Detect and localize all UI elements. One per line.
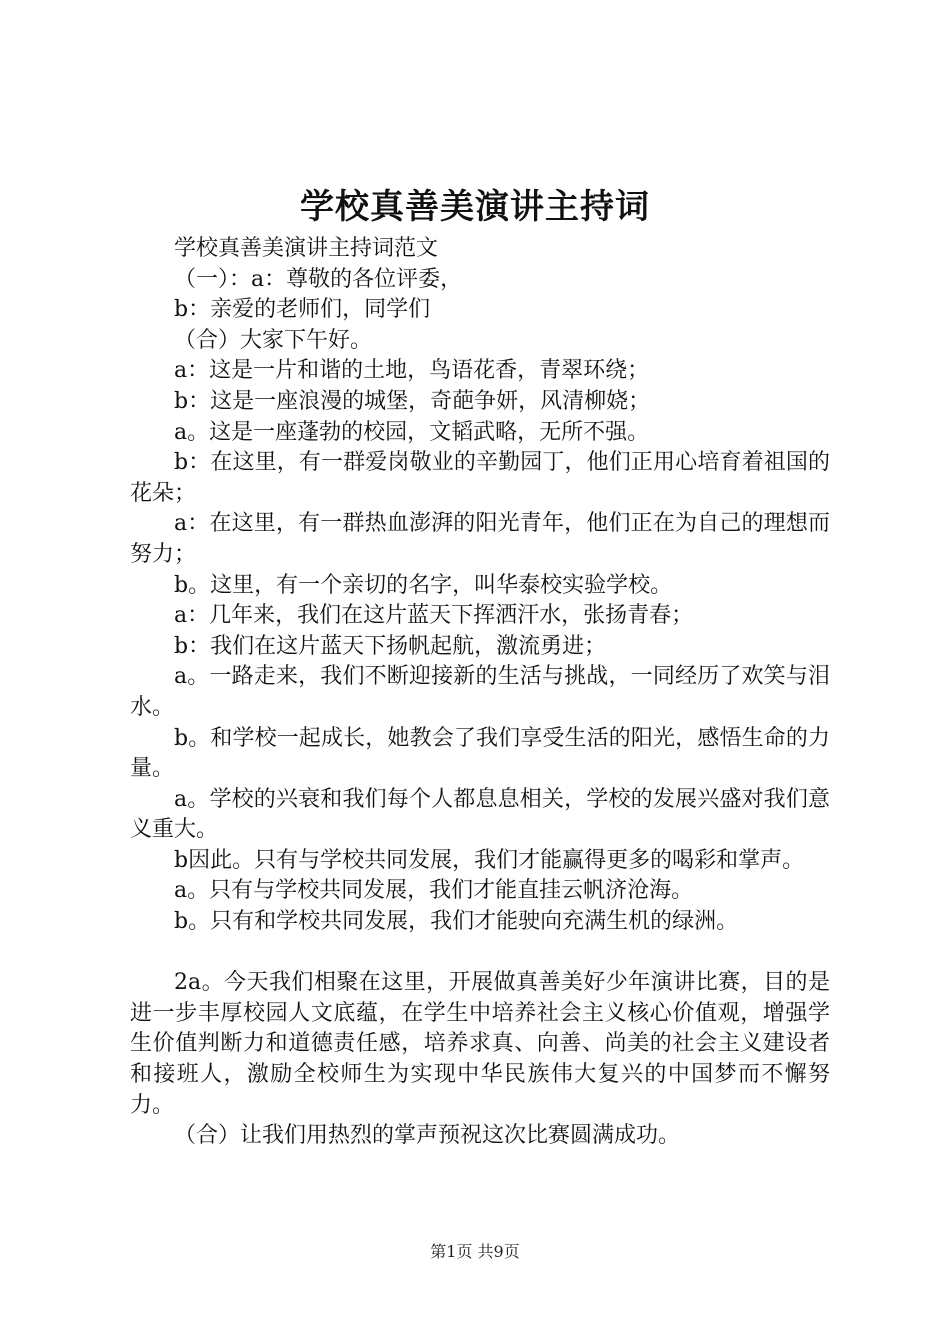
paragraph: （一）：a：尊敬的各位评委， <box>174 266 463 292</box>
paragraph: （合）让我们用热烈的掌声预祝这次比赛圆满成功。 <box>174 1123 681 1149</box>
page-footer: 第1页 共9页 <box>430 1242 520 1261</box>
paragraph: b。和学校一起成长，她教会了我们享受生活的阳光，感悟生命的力量。 <box>130 725 830 782</box>
paragraph: a：在这里，有一群热血澎湃的阳光青年，他们正在为自己的理想而努力； <box>130 511 830 567</box>
paragraph: b：在这里，有一群爱岗敬业的辛勤园丁，他们正用心培育着祖国的花朵； <box>130 450 830 506</box>
paragraph: b因此。只有与学校共同发展，我们才能赢得更多的喝彩和掌声。 <box>174 847 805 873</box>
paragraph: a：几年来，我们在这片蓝天下挥洒汗水，张扬青春； <box>174 603 694 629</box>
paragraph: b：亲爱的老师们，同学们 <box>174 297 431 323</box>
document-title: 学校真善美演讲主持词 <box>300 187 650 227</box>
paragraph: b。这里，有一个亲切的名字，叫华泰校实验学校。 <box>174 572 673 598</box>
paragraph: a。一路走来，我们不断迎接新的生活与挑战，一同经历了欢笑与泪水。 <box>130 664 830 720</box>
paragraph: a。学校的兴衰和我们每个人都息息相关，学校的发展兴盛对我们意义重大。 <box>130 786 830 843</box>
paragraph: a。只有与学校共同发展，我们才能直挂云帆济沧海。 <box>174 878 694 904</box>
paragraph: b。只有和学校共同发展，我们才能驶向充满生机的绿洲。 <box>174 909 739 935</box>
paragraph: （合）大家下午好。 <box>174 327 373 353</box>
document-body <box>130 234 830 1152</box>
paragraph: 2a。今天我们相聚在这里，开展做真善美好少年演讲比赛，目的是进一步丰厚校园人文底蕴，在学生中培养社会主义核心价值观，增强学生价值判断力和道德责任感，培养求真、向善、尚美的社会主义建设者和接班人，激励全校师生为实现中华民族伟大复兴的中国梦而不懈努力。 <box>130 970 830 1118</box>
paragraph: b：这是一座浪漫的城堡，奇葩争妍，风清柳娆； <box>174 388 651 414</box>
paragraph: 学校真善美演讲主持词范文 <box>174 236 439 261</box>
paragraph: a：这是一片和谐的土地，鸟语花香，青翠环绕； <box>174 358 650 384</box>
paragraph: b：我们在这片蓝天下扬帆起航，激流勇进； <box>174 633 607 659</box>
paragraph: a。这是一座蓬勃的校园，文韬武略，无所不强。 <box>174 419 650 445</box>
